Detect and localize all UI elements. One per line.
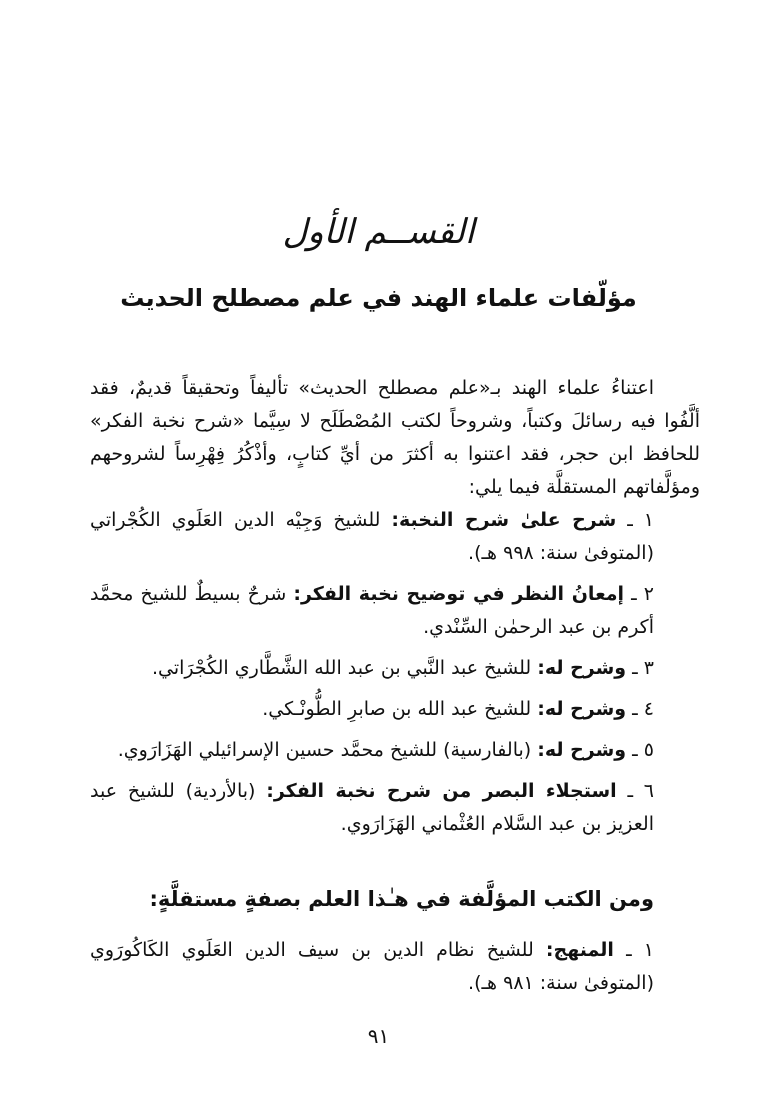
list-item xyxy=(90,693,700,726)
section-heading: القســم الأول xyxy=(282,212,475,252)
entry-title: وشرح له: xyxy=(537,698,627,720)
entry-number: ٦ ـ xyxy=(627,780,655,802)
entry-number: ٥ ـ xyxy=(632,739,654,761)
entry-title: وشرح له: xyxy=(537,739,627,761)
entry-title: وشرح له: xyxy=(537,657,627,679)
list-item xyxy=(90,734,700,767)
entry-text: للشيخ نظام الدين بن سيف الدين العَلَوي الكَاكُورَوي (المتوفىٰ سنة: ٩٨١ هـ). xyxy=(90,939,654,994)
entry-text: شرحٌ بسيطٌ للشيخ محمَّد أكرم بن عبد الرحمٰن السِّنْدي. xyxy=(90,583,654,638)
entry-number: ١ ـ xyxy=(627,509,655,531)
page-number: ٩١ xyxy=(367,1024,390,1048)
entry-list-1 xyxy=(90,504,700,841)
entry-title: شرح علىٰ شرح النخبة: xyxy=(391,509,617,531)
entry-title: إمعانُ النظر في توضيح نخبة الفكر: xyxy=(293,583,625,605)
list-item xyxy=(90,652,700,685)
intro-paragraph: اعتناءُ علماء الهند بـ«علم مصطلح الحديث» تأليفاً وتحقيقاً قديمٌ، فقد ألَّفُوا فيه رسائلَ وكتباً، وشروحاً لكتب المُصْطَلَح لا سِيَّما «شرح نخبة الفكر» للحافظ ابن حجر، فقد اعتنوا به أكثرَ من أيِّ كتابٍ، وأذْكُرُ فِهْرِساً لشروحهم ومؤلَّفاتهم المستقلَّة فيما يلي: xyxy=(90,377,700,498)
entry-title: استجلاء البصر من شرح نخبة الفكر: xyxy=(266,780,617,802)
entry-text: للشيخ وَجِيْه الدين العَلَوي الكُجْراتي (المتوفىٰ سنة: ٩٩٨ هـ). xyxy=(90,509,654,564)
entry-title: المنهج: xyxy=(545,939,614,961)
entry-number: ٤ ـ xyxy=(632,698,654,720)
entry-number: ٢ ـ xyxy=(631,583,655,605)
entry-number: ١ ـ xyxy=(626,939,654,961)
subheading: ومن الكتب المؤلَّفة في هـٰذا العلم بصفةٍ مستقلَّةٍ: xyxy=(149,887,654,911)
entry-text: للشيخ عبد النَّبي بن عبد الله الشَّطَّاري الكُجْرَاتي. xyxy=(151,657,532,679)
list-item xyxy=(90,775,700,841)
entry-list-2 xyxy=(90,934,700,1000)
list-item xyxy=(90,504,700,570)
entry-text: (بالأردية) للشيخ عبد العزيز بن عبد السَّلام العُثْماني الهَزَارَوي. xyxy=(90,780,654,835)
list-item xyxy=(90,578,700,644)
page-title: مؤلّفات علماء الهند في علم مصطلح الحديث xyxy=(120,284,637,312)
list-item xyxy=(90,934,700,1000)
entry-number: ٣ ـ xyxy=(632,657,654,679)
entry-text: (بالفارسية) للشيخ محمَّد حسين الإسرائيلي الهَزَارَوي. xyxy=(117,739,532,761)
entry-text: للشيخ عبد الله بن صابرِ الطُّونْـكي. xyxy=(262,698,532,720)
